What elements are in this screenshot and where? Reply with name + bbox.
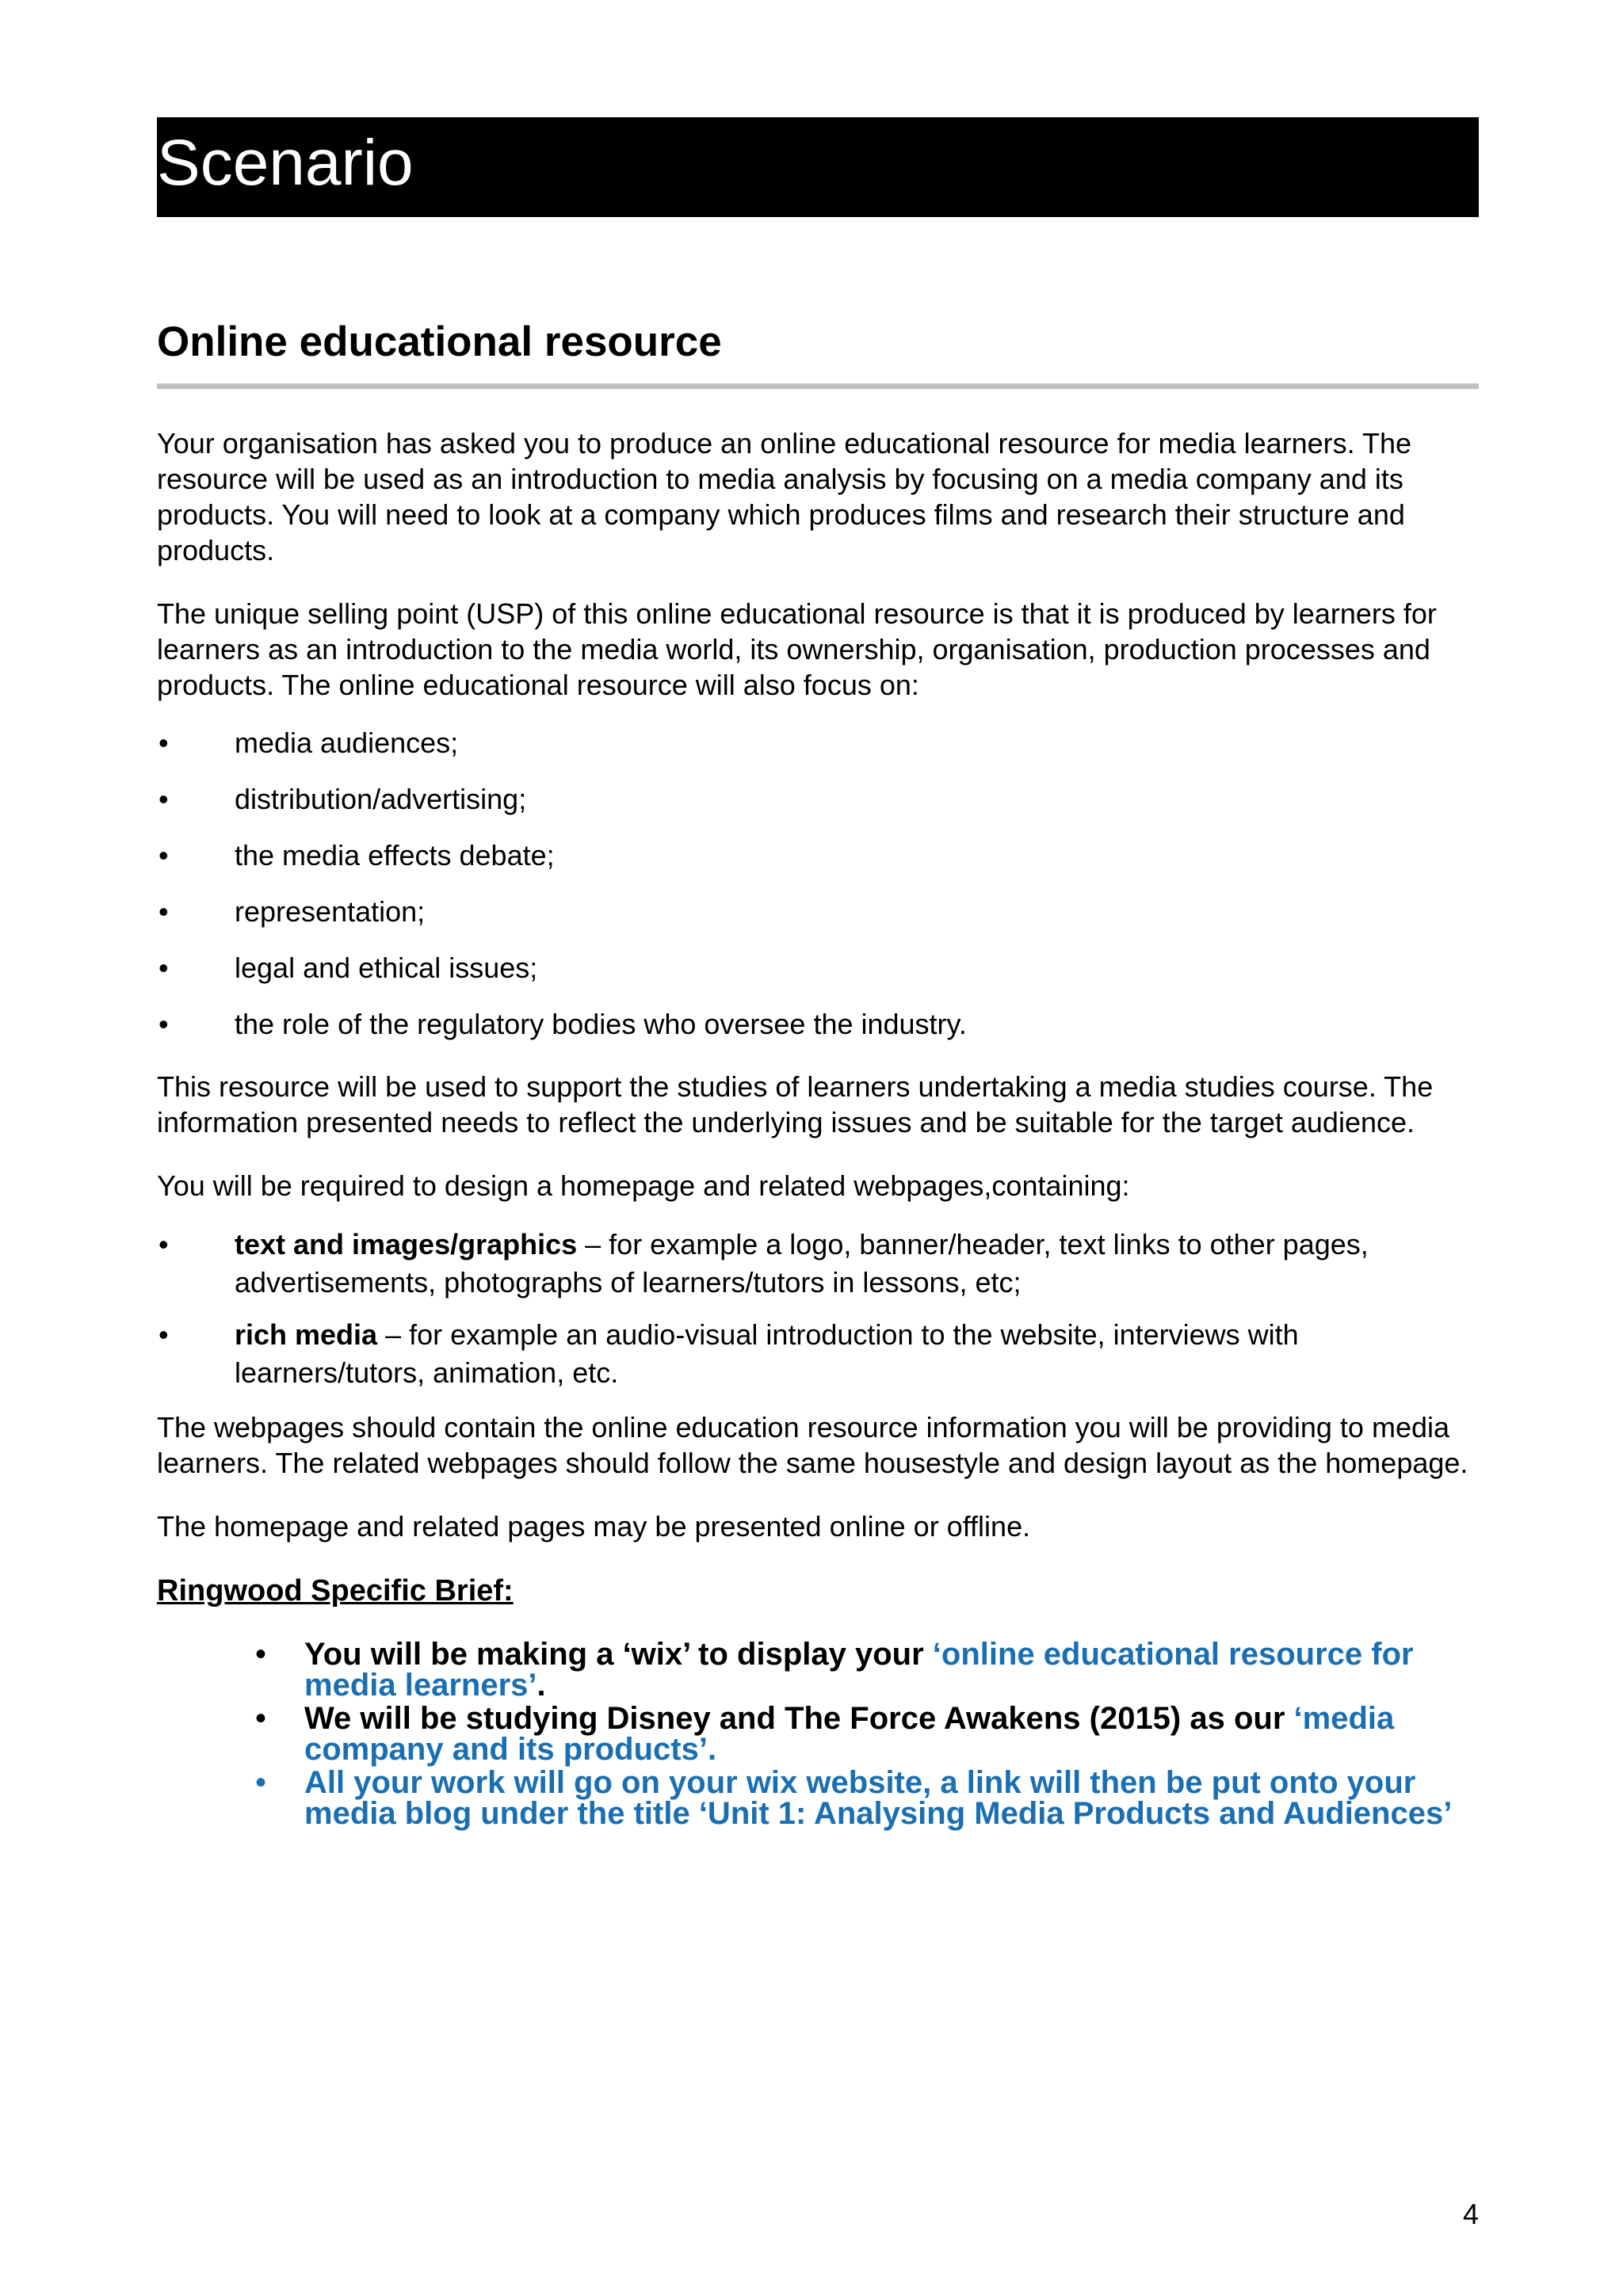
paragraph-support: This resource will be used to support the studies of learners undertaking a media studies course. The information presented needs to reflect the underlying issues and be suitable for the target audience. [157, 1070, 1434, 1138]
banner-title: Scenario [157, 127, 414, 199]
bullet-icon: • [158, 1318, 169, 1351]
bullet-icon: • [158, 727, 169, 759]
heading-rule [157, 383, 1479, 389]
bullet-icon: • [158, 1228, 169, 1261]
list-item: • rich media – for example an audio-visual introduction to the website, interviews with learners/tutors, animation, etc. [157, 1316, 1479, 1392]
bullet-icon: • [158, 952, 169, 984]
list-item: • distribution/advertising; [158, 783, 527, 815]
bullet-icon: • [255, 1765, 267, 1800]
brief-list [157, 1639, 1479, 1829]
section-heading: Online educational resource [157, 318, 722, 365]
bullet-icon: • [255, 1637, 267, 1672]
paragraph-webpages: The webpages should contain the online education resource information you will be providing to media learners. The related webpages should follow the same housestyle and design layout as the homepage. [157, 1411, 1468, 1479]
list-item: • All your work will go on your wix website, a link will then be put onto your media blog under the title ‘Unit 1: Analysing Media Products and Audiences’ [255, 1765, 1453, 1831]
content-list [157, 1226, 1479, 1392]
scenario-banner [157, 117, 1479, 217]
list-item: • the media effects debate; [158, 839, 555, 871]
bullet-icon: • [158, 839, 169, 871]
list-item: • media audiences; [158, 727, 459, 759]
list-item: • text and images/graphics – for example a logo, banner/header, text links to other pages, advertisements, photographs of learners/tutors in lessons, etc; [157, 1226, 1479, 1302]
brief-title: Ringwood Specific Brief: [157, 1574, 514, 1608]
list-item: • the role of the regulatory bodies who oversee the industry. [158, 1008, 967, 1040]
list-item: • representation; [158, 895, 426, 928]
paragraph-presentation: The homepage and related pages may be presented online or offline. [157, 1510, 1031, 1543]
page-number: 4 [1462, 2198, 1479, 2230]
paragraph-usp: The unique selling point (USP) of this online educational resource is that it is produced by learners for learners as an introduction to the media world, its ownership, organisation, production processes and products. The online educational resource will also focus on: [157, 597, 1437, 701]
document-page [157, 117, 1479, 1832]
focus-list [157, 725, 1479, 1042]
list-item: • We will be studying Disney and The Force Awakens (2015) as our ‘media company and its products’. [255, 1701, 1395, 1767]
paragraph-design: You will be required to design a homepage and related webpages,containing: [157, 1169, 1130, 1202]
list-item: • legal and ethical issues; [158, 952, 538, 984]
bullet-icon: • [255, 1701, 267, 1736]
bullet-icon: • [158, 1008, 169, 1040]
bullet-icon: • [158, 895, 169, 928]
bullet-icon: • [158, 783, 169, 815]
list-item: • You will be making a ‘wix’ to display your ‘online educational resource for media learners’. [255, 1637, 1414, 1703]
paragraph-intro: Your organisation has asked you to produce an online educational resource for media learners. The resource will be used as an introduction to media analysis by focusing on a media company and its products. You will need to look at a company which produces films and research their structure and products. [157, 427, 1412, 566]
